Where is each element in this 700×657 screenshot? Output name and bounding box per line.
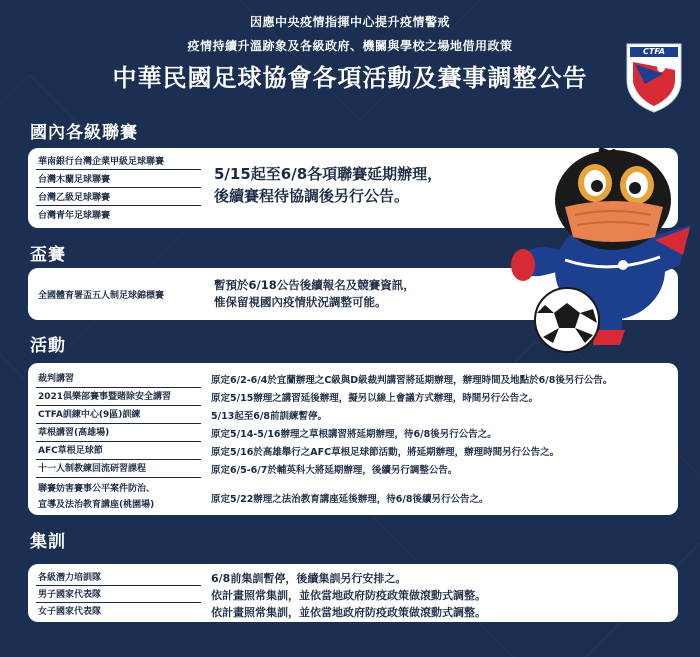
row-divider	[36, 477, 201, 478]
activity-desc: 原定6/5-6/7於輔英科大將延期辦理，後續另行調整公告。	[211, 465, 458, 476]
activity-desc: 原定5/16於高雄舉行之AFC草根足球節活動，將延期辦理，辦理時間另行公告之。	[211, 447, 560, 458]
training-desc: 6/8前集訓暫停，後續集訓另行安排之。	[211, 572, 407, 585]
header	[0, 0, 700, 110]
league-item: 台灣乙級足球聯賽	[38, 193, 111, 203]
training-row: 各級潛力培訓隊	[38, 573, 102, 583]
header-line-1: 因應中央疫情指揮中心提升疫情警戒	[249, 15, 450, 29]
league-item: 華南銀行台灣企業甲級足球聯賽	[38, 157, 165, 167]
league-item: 台灣木蘭足球聯賽	[38, 175, 111, 185]
activity-row: 十一人制教練回流研習課程	[38, 464, 147, 474]
header-line-2: 疫情持續升溫跡象及各級政府、機關與學校之場地借用政策	[187, 39, 513, 53]
activity-desc: 原定5/22辦理之法治教育講座延後辦理，待6/8後續另行公告之。	[211, 494, 489, 505]
league-item: 台灣青年足球聯賽	[38, 211, 111, 221]
training-desc: 依計畫照常集訓，並依當地政府防疫政策做滾動式調整。	[211, 589, 486, 602]
card-training	[28, 564, 678, 622]
activity-desc: 原定5/14-5/16辦理之草根講習將延期辦理，待6/8後另行公告之。	[211, 429, 497, 440]
cup-notice-line-2: 惟保留視國內疫情狀況調整可能。	[214, 295, 387, 309]
section-title-training: 集訓	[30, 532, 66, 552]
domestic-notice-line-1: 5/15起至6/8各項聯賽延期辦理，	[214, 165, 443, 183]
cup-notice-line-1: 暫預於6/18公告後續報名及競賽資訊，	[214, 278, 415, 292]
activity-desc: 原定5/15辦理之講習延後辦理，擬另以線上會議方式辦理，時間另行公告之。	[211, 393, 539, 404]
activity-row: 聯賽妨害賽事公平案件防治、	[38, 484, 156, 494]
activity-row: 宣導及法治教育講座(桃園場)	[38, 500, 155, 510]
card-activities	[28, 363, 678, 515]
activity-row: 2021俱樂部賽事暨賭除安全講習	[38, 392, 172, 402]
section-title-cup: 盃賽	[30, 245, 66, 265]
training-desc: 依計畫照常集訓，並依當地政府防疫政策做滾動式調整。	[211, 606, 486, 619]
activity-desc: 原定6/2-6/4於宜蘭辦理之C級與D級裁判講習將延期辦理，辦理時間及地點於6/8後另行公告。	[211, 375, 613, 386]
activity-row: AFC草根足球節	[38, 446, 103, 456]
page-title: 中華民國足球協會各項活動及賽事調整公告	[112, 64, 588, 92]
training-row: 男子國家代表隊	[38, 590, 102, 600]
cup-item: 全國體育署盃五人制足球錦標賽	[38, 291, 165, 301]
section-title-activities: 活動	[30, 336, 66, 356]
domestic-notice-line-2: 後續賽程待協調後另行公告。	[214, 187, 410, 205]
activity-row: 裁判講習	[38, 374, 75, 384]
activity-row: 草根講習(高雄場)	[38, 428, 110, 438]
activity-desc: 5/13起至6/8前訓練暫停。	[211, 411, 327, 422]
training-row: 女子國家代表隊	[38, 607, 102, 617]
activity-row: CTFA訓練中心(9區)訓練	[38, 410, 141, 420]
penguin-mascot-icon	[505, 145, 695, 360]
section-title-domestic: 國內各級聯賽	[30, 123, 138, 143]
logo-text: CTFA	[643, 47, 665, 56]
